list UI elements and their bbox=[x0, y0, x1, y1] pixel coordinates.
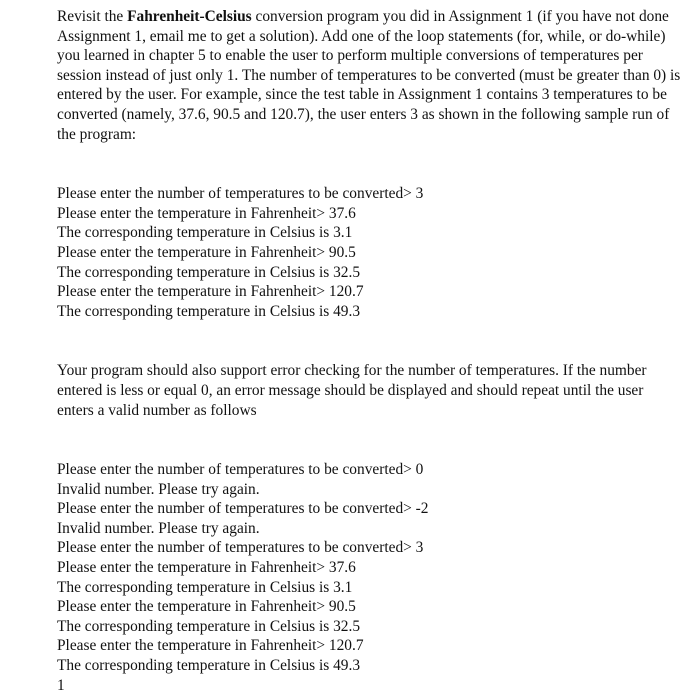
sample-run-1-line: Please enter the temperature in Fahrenheit> 90.5 bbox=[57, 243, 356, 261]
sample-run-1-line: The corresponding temperature in Celsius is 3.1 bbox=[57, 224, 353, 242]
sample-run-1 bbox=[57, 184, 682, 321]
sample-run-2-line: Please enter the number of temperatures to be converted> 3 bbox=[57, 539, 424, 557]
sample-run-1-line: The corresponding temperature in Celsius is 49.3 bbox=[57, 302, 361, 320]
intro-prefix: Revisit the bbox=[57, 8, 128, 25]
spacer bbox=[57, 321, 682, 361]
intro-paragraph bbox=[57, 7, 682, 144]
spacer bbox=[57, 420, 682, 460]
sample-run-2-line: Please enter the temperature in Fahrenheit> 37.6 bbox=[57, 559, 356, 577]
sample-run-2-line: Please enter the temperature in Fahrenheit> 90.5 bbox=[57, 598, 356, 616]
sample-run-2-line: The corresponding temperature in Celsius is 3.1 bbox=[57, 578, 353, 596]
sample-run-2-line: Please enter the number of temperatures to be converted> 0 bbox=[57, 461, 424, 479]
error-checking-paragraph: Your program should also support error checking for the number of temperatures. If the number entered is less or equal 0, an error message should be displayed and should repeat until the user enters a valid number as follows bbox=[57, 362, 647, 419]
sample-run-1-line: Please enter the number of temperatures to be converted> 3 bbox=[57, 185, 424, 203]
sample-run-2-line: The corresponding temperature in Celsius is 49.3 bbox=[57, 657, 361, 675]
sample-run-2-line: Please enter the number of temperatures to be converted> -2 bbox=[57, 500, 429, 518]
sample-run-1-line: Please enter the temperature in Fahrenheit> 120.7 bbox=[57, 283, 364, 301]
sample-run-2 bbox=[57, 460, 682, 695]
sample-run-2-line: The corresponding temperature in Celsius is 32.5 bbox=[57, 617, 361, 635]
sample-run-1-line: The corresponding temperature in Celsius is 32.5 bbox=[57, 263, 361, 281]
intro-bold-title: Fahrenheit-Celsius bbox=[127, 8, 252, 25]
sample-run-1-line: Please enter the temperature in Fahrenheit> 37.6 bbox=[57, 204, 356, 222]
sample-run-2-line: Please enter the temperature in Fahrenheit> 120.7 bbox=[57, 637, 364, 655]
sample-run-2-line: Invalid number. Please try again. bbox=[57, 480, 260, 498]
sample-run-2-line: 1 bbox=[57, 676, 65, 694]
sample-run-2-line: Invalid number. Please try again. bbox=[57, 519, 260, 537]
assignment-document bbox=[57, 7, 682, 695]
spacer bbox=[57, 144, 682, 184]
intro-suffix: conversion program you did in Assignment 1 (if you have not done Assignment 1, email me to get a solution). Add one of the loop statements (for, while, or do-while) you learned in chapter 5 to enable the user to perform multiple conversions of temperatures per session instead of just only 1. The number of temperatures to be converted (must be greater than 0) is entered by the user. For example, since the test table in Assignment 1 contains 3 temperatures to be converted (namely, 37.6, 90.5 and 120.7), the user enters 3 as shown in the following sample run of the program: bbox=[57, 8, 681, 143]
